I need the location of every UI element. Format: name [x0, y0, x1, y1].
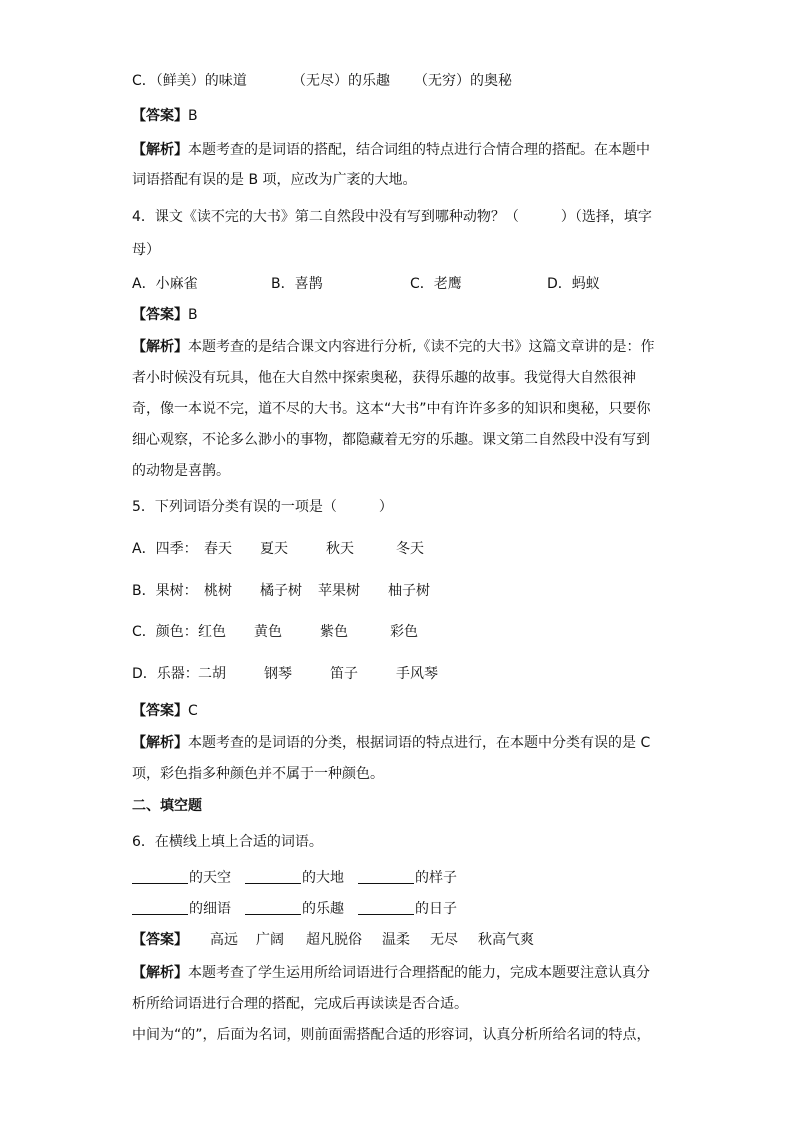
question-6-row-1: 的天空 的大地 的样子: [132, 868, 457, 888]
question-5-option-a: A．四季： 春天 夏天 秋天 冬天: [132, 541, 424, 557]
answer-blank[interactable]: [245, 869, 301, 884]
answer-3: [132, 106, 198, 126]
explanation-6-line-3: 中间为“的”，后面为名词，则前面需搭配合适的形容词，认真分析所给名词的特点，: [132, 1027, 651, 1043]
section-heading: 二、填空题: [132, 798, 202, 814]
answer-4: 【答案】B: [132, 307, 198, 323]
option-b: B．喜鹊: [271, 276, 323, 292]
question-5-option-d: D．乐器：二胡 钢琴 笛子 手风琴: [132, 666, 438, 682]
explanation-4-line-1: 【解析】本题考查的是结合课文内容进行分析,《读不完的大书》这篇文章讲的是：作: [132, 339, 655, 355]
explanation-tag: 【解析】: [132, 142, 188, 158]
explanation-3-line-2: 词语搭配有误的是 B 项，应改为广袤的大地。: [132, 172, 417, 188]
explanation-6-line-2: 析所给词语进行合理的搭配，完成后再读读是否合适。: [132, 996, 468, 1012]
explanation-5-line-2: 项，彩色指多种颜色并不属于一种颜色。: [132, 766, 384, 782]
question-4-options: [132, 274, 600, 294]
answer-blank[interactable]: [358, 869, 414, 884]
explanation-4-line-5: 的动物是喜鹊。: [132, 463, 230, 479]
q3-option-c: C．（鲜美）的味道 （无尽）的乐趣 （无穷）的奥秘: [132, 73, 512, 89]
option-d: D．蚂蚁: [547, 276, 600, 292]
explanation-4-line-3: 奇，像一本说不完，道不尽的大书。这本“大书”中有许许多多的知识和奥秘，只要你: [132, 401, 651, 417]
answer-tag: 【答案】: [132, 108, 188, 124]
answer-5: 【答案】C: [132, 703, 198, 719]
question-5: 5．下列词语分类有误的一项是（ ）: [132, 499, 393, 515]
explanation-6-line-1: 【解析】本题考查了学生运用所给词语进行合理搭配的能力，完成本题要注意认真分: [132, 965, 650, 981]
option-c: C．老鹰: [410, 276, 462, 292]
question-6-row-2: 的细语 的乐趣 的日子: [132, 899, 457, 919]
question-4-line-1: 4．课文《读不完的大书》第二自然段中没有写到哪种动物？（ ）（选择，填字: [132, 209, 652, 225]
explanation-4-line-4: 细心观察，不论多么渺小的事物，都隐藏着无穷的乐趣。课文第二自然段中没有写到: [132, 432, 650, 448]
question-5-option-c: C．颜色：红色 黄色 紫色 彩色: [132, 624, 418, 640]
option-a: A．小麻雀: [132, 276, 198, 292]
answer-value: B: [188, 108, 198, 124]
question-6: 6．在横线上填上合适的词语。: [132, 834, 323, 850]
explanation-4-line-2: 者小时候没有玩具，他在大自然中探索奥秘，获得乐趣的故事。我觉得大自然很神: [132, 370, 636, 386]
answer-6: 【答案】 高远 广阔 超凡脱俗 温柔 无尽 秋高气爽: [132, 932, 534, 948]
explanation-3-line-1: 【解析】本题考查的是词语的搭配，结合词组的特点进行合情合理的搭配。在本题中: [132, 142, 650, 158]
answer-blank[interactable]: [132, 900, 188, 915]
explanation-5-line-1: 【解析】本题考查的是词语的分类，根据词语的特点进行，在本题中分类有误的是 C: [132, 735, 651, 751]
question-4-line-2: 母）: [132, 242, 160, 258]
answer-blank[interactable]: [132, 869, 188, 884]
question-5-option-b: B．果树： 桃树 橘子树 苹果树 柚子树: [132, 583, 430, 599]
answer-blank[interactable]: [245, 900, 301, 915]
answer-blank[interactable]: [358, 900, 414, 915]
